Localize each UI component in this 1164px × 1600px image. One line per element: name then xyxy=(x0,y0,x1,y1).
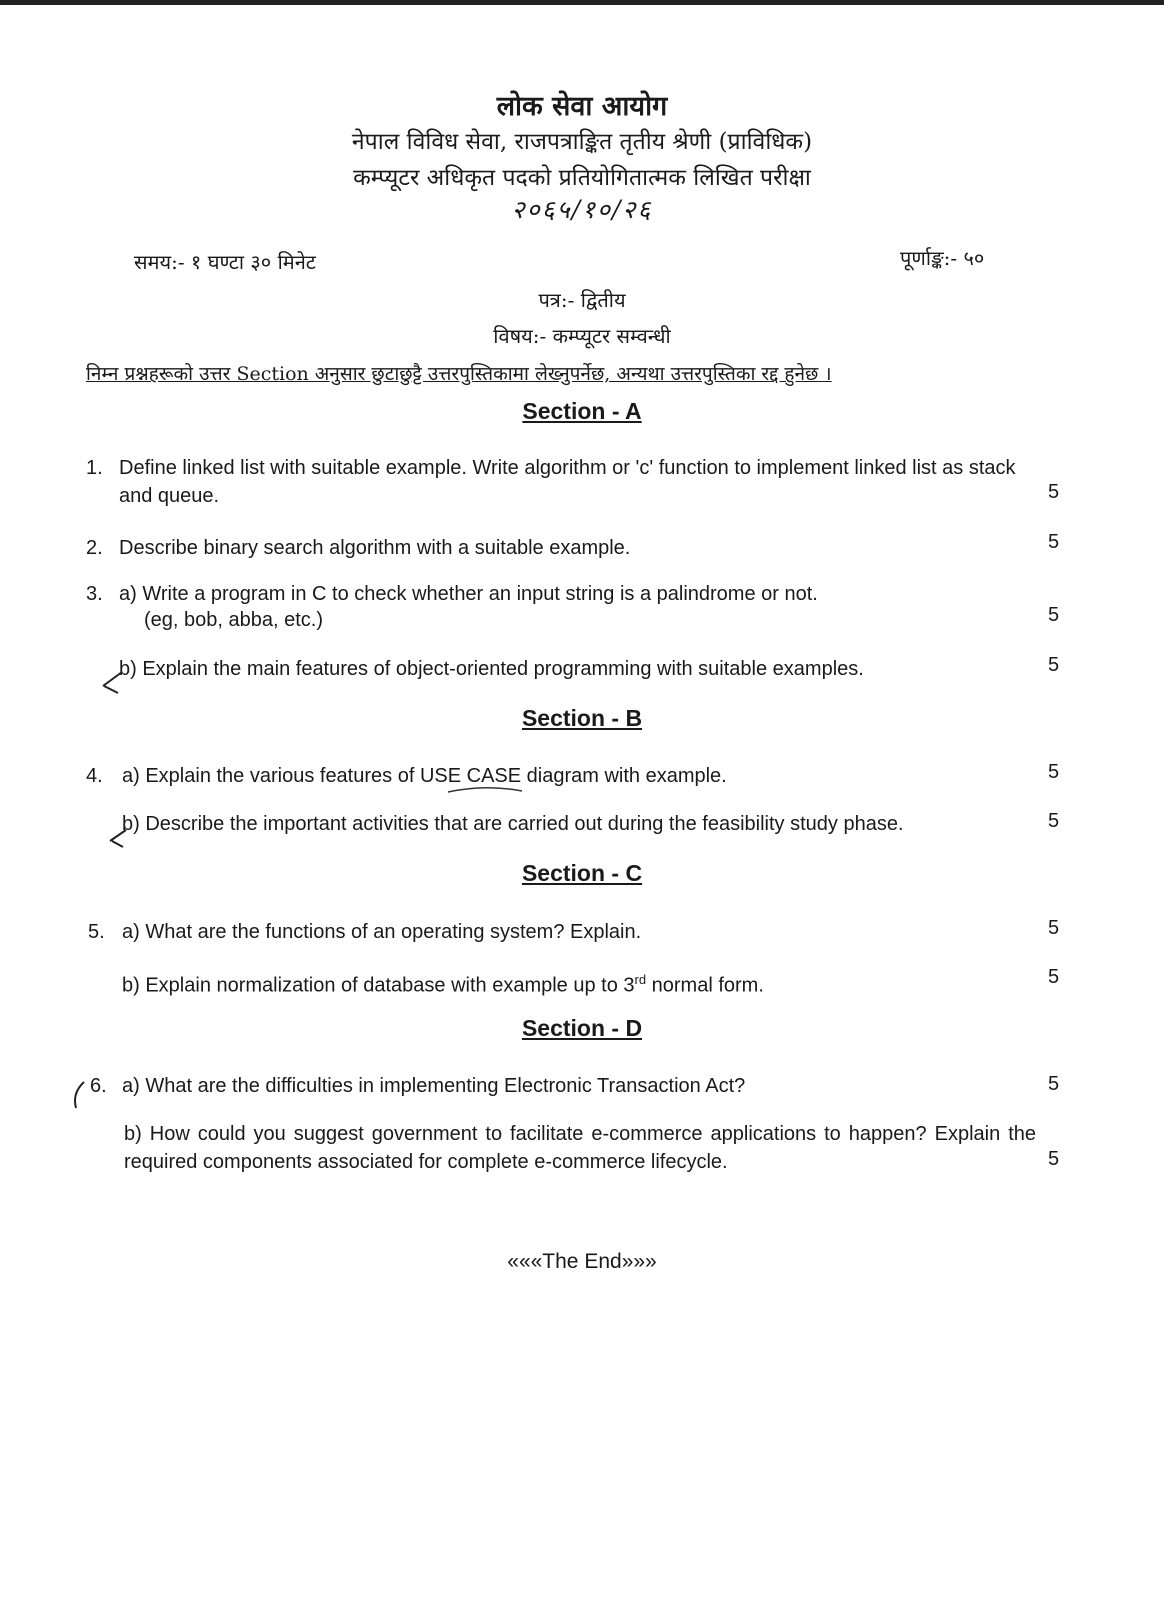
pen-check-mark xyxy=(110,830,126,847)
pen-check-mark xyxy=(75,1082,84,1108)
question-text: a) Write a program in C to check whether an input string is a palindrome or not. xyxy=(119,583,818,605)
question-text: b) How could you suggest government to facilitate e-commerce applications to happen? Explain the required components associated for complete e-commerce lifecycle. xyxy=(124,1123,1036,1173)
question-4a-marks: 5 xyxy=(1048,761,1060,783)
organization-title: लोक सेवा आयोग xyxy=(496,91,668,122)
question-4b-marks: 5 xyxy=(1048,810,1060,832)
exam-time: समय:- १ घण्टा ३० मिनेट xyxy=(134,250,316,274)
question-text: a) Explain the various features of USE CASE diagram with example. xyxy=(122,765,727,787)
section-d-title: Section - D xyxy=(521,1015,643,1041)
question-1-marks: 5 xyxy=(1048,481,1060,503)
question-text-example: (eg, bob, abba, etc.) xyxy=(144,609,324,631)
question-6a-marks: 5 xyxy=(1048,1073,1060,1095)
question-text-part: normal form. xyxy=(646,974,764,997)
instruction-line: निम्न प्रश्नहरूको उत्तर Section अनुसार छुटाछुट्टै उत्तरपुस्तिकामा लेख्नुपर्नेछ, अन्यथा उत्तरपुस्तिका रद्द हुनेछ । xyxy=(86,363,832,385)
question-text: Describe binary search algorithm with a suitable example. xyxy=(119,537,631,559)
question-text: a) What are the difficulties in implementing Electronic Transaction Act? xyxy=(122,1075,746,1097)
question-3b-marks: 5 xyxy=(1048,654,1060,676)
pen-underline-mark xyxy=(448,788,522,792)
question-5b-marks: 5 xyxy=(1048,966,1060,988)
question-5a-marks: 5 xyxy=(1048,917,1060,939)
question-text: b) Explain the main features of object-oriented programming with suitable examples. xyxy=(119,658,864,680)
exam-line: कम्प्यूटर अधिकृत पदको प्रतियोगितात्मक लिखित परीक्षा xyxy=(353,165,811,191)
question-text: a) What are the functions of an operating system? Explain. xyxy=(122,921,642,943)
paper-label: पत्र:- द्वितीय xyxy=(538,288,626,312)
section-a-title: Section - A xyxy=(522,398,642,424)
handwritten-date: २०६५/१०/२६ xyxy=(511,195,653,224)
question-text: Define linked list with suitable example. Write algorithm or 'c' function to implement linked list as stack and queue. xyxy=(119,457,1016,507)
question-number: 3. xyxy=(86,583,103,605)
question-number: 4. xyxy=(86,765,103,787)
question-number: 6. xyxy=(90,1075,107,1097)
service-line: नेपाल विविध सेवा, राजपत्राङ्कित तृतीय श्रेणी (प्राविधिक) xyxy=(351,129,813,155)
question-number: 5. xyxy=(88,921,105,943)
subject-label: विषय:- कम्प्यूटर सम्वन्धी xyxy=(493,324,671,348)
question-text: b) Describe the important activities that are carried out during the feasibility study phase. xyxy=(122,813,904,835)
question-6b-marks: 5 xyxy=(1048,1148,1060,1170)
question-text-part: b) Explain normalization of database with example up to 3 xyxy=(122,974,635,997)
full-marks: पूर्णाङ्क:- ५० xyxy=(900,246,985,270)
question-number: 1. xyxy=(86,457,103,479)
question-2-marks: 5 xyxy=(1048,531,1060,553)
pen-check-mark xyxy=(103,672,122,693)
section-b-title: Section - B xyxy=(521,705,643,731)
ordinal-suffix: rd xyxy=(634,972,647,987)
section-c-title: Section - C xyxy=(521,860,643,886)
question-3a-marks: 5 xyxy=(1048,604,1060,626)
the-end-marker: «««The End»»» xyxy=(507,1250,657,1273)
question-number: 2. xyxy=(86,537,103,559)
